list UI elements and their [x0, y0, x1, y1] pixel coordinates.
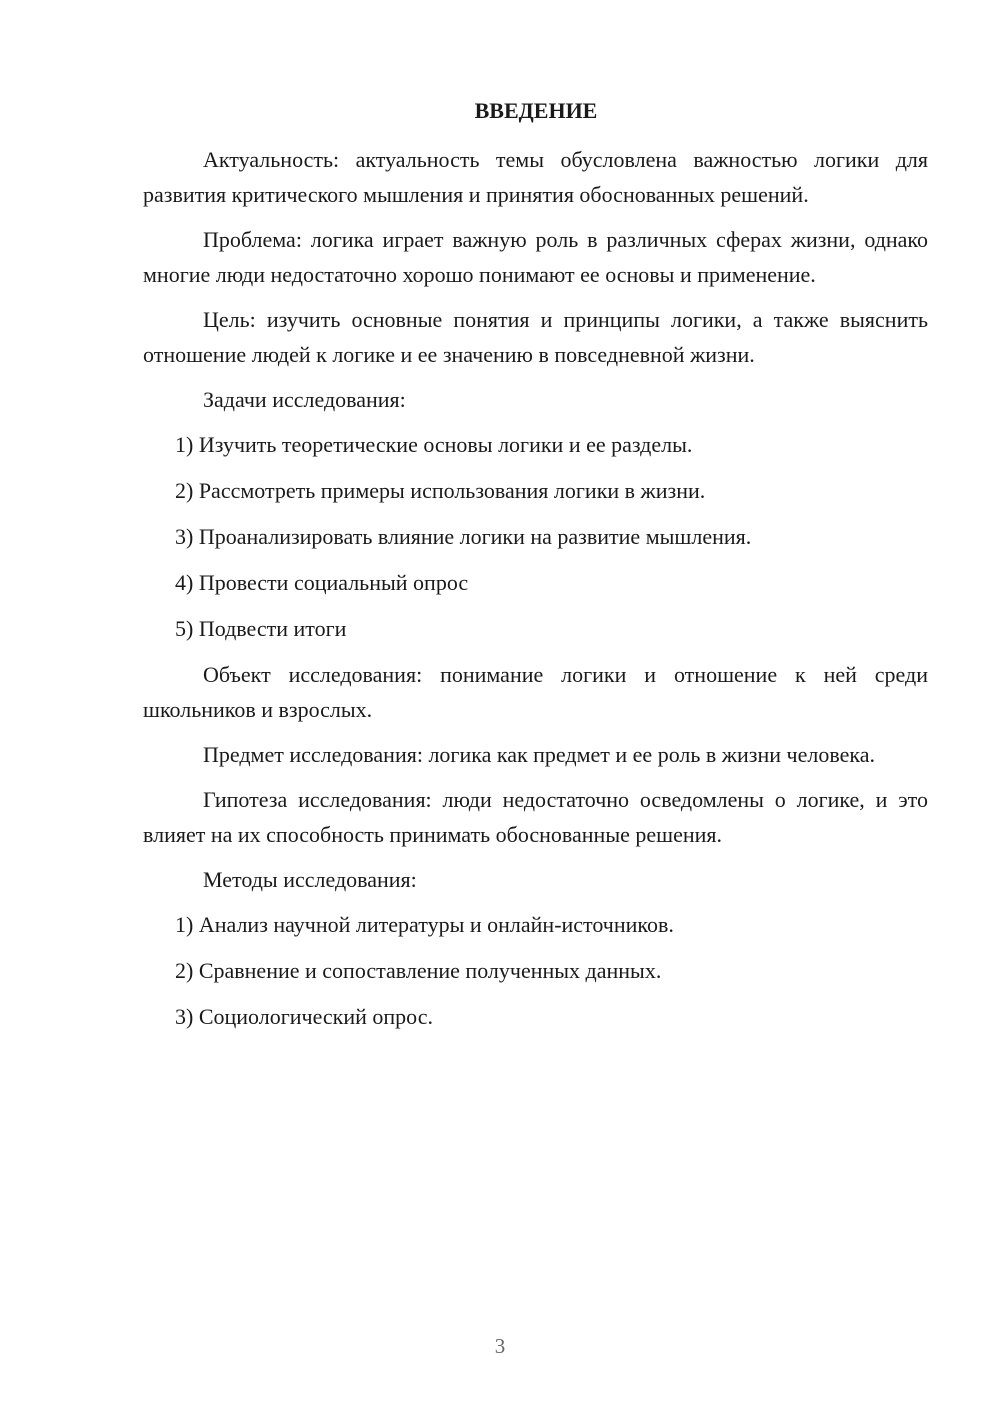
page-title: ВВЕДЕНИЕ — [474, 98, 598, 123]
list-item: 1) Анализ научной литературы и онлайн-источников. — [175, 912, 674, 937]
methods-list — [143, 907, 928, 1034]
list-item: 5) Подвести итоги — [175, 616, 347, 641]
tasks-heading: Задачи исследования: — [203, 387, 406, 412]
tasks-list — [143, 427, 928, 646]
object-paragraph: Объект исследования: понимание логики и отношение к ней среди школьников и взрослых. — [143, 662, 928, 722]
methods-heading: Методы исследования: — [203, 867, 417, 892]
goal-paragraph: Цель: изучить основные понятия и принципы логики, а также выяснить отношение людей к логике и ее значению в повседневной жизни. — [143, 307, 928, 367]
list-item: 3) Социологический опрос. — [175, 1004, 433, 1029]
relevance-paragraph: Актуальность: актуальность темы обусловлена важностью логики для развития критического мышления и принятия обоснованных решений. — [143, 147, 928, 207]
subject-paragraph: Предмет исследования: логика как предмет и ее роль в жизни человека. — [203, 742, 875, 767]
list-item: 2) Рассмотреть примеры использования логики в жизни. — [175, 478, 706, 503]
hypothesis-paragraph: Гипотеза исследования: люди недостаточно осведомлены о логике, и это влияет на их способность принимать обоснованные решения. — [143, 787, 928, 847]
problem-paragraph: Проблема: логика играет важную роль в различных сферах жизни, однако многие люди недостаточно хорошо понимают ее основы и применение. — [143, 227, 928, 287]
list-item: 2) Сравнение и сопоставление полученных данных. — [175, 958, 662, 983]
list-item: 1) Изучить теоретические основы логики и ее разделы. — [175, 432, 693, 457]
page-number: 3 — [494, 1334, 506, 1358]
list-item: 4) Провести социальный опрос — [175, 570, 469, 595]
list-item: 3) Проанализировать влияние логики на развитие мышления. — [175, 524, 752, 549]
document-body — [143, 142, 928, 1045]
